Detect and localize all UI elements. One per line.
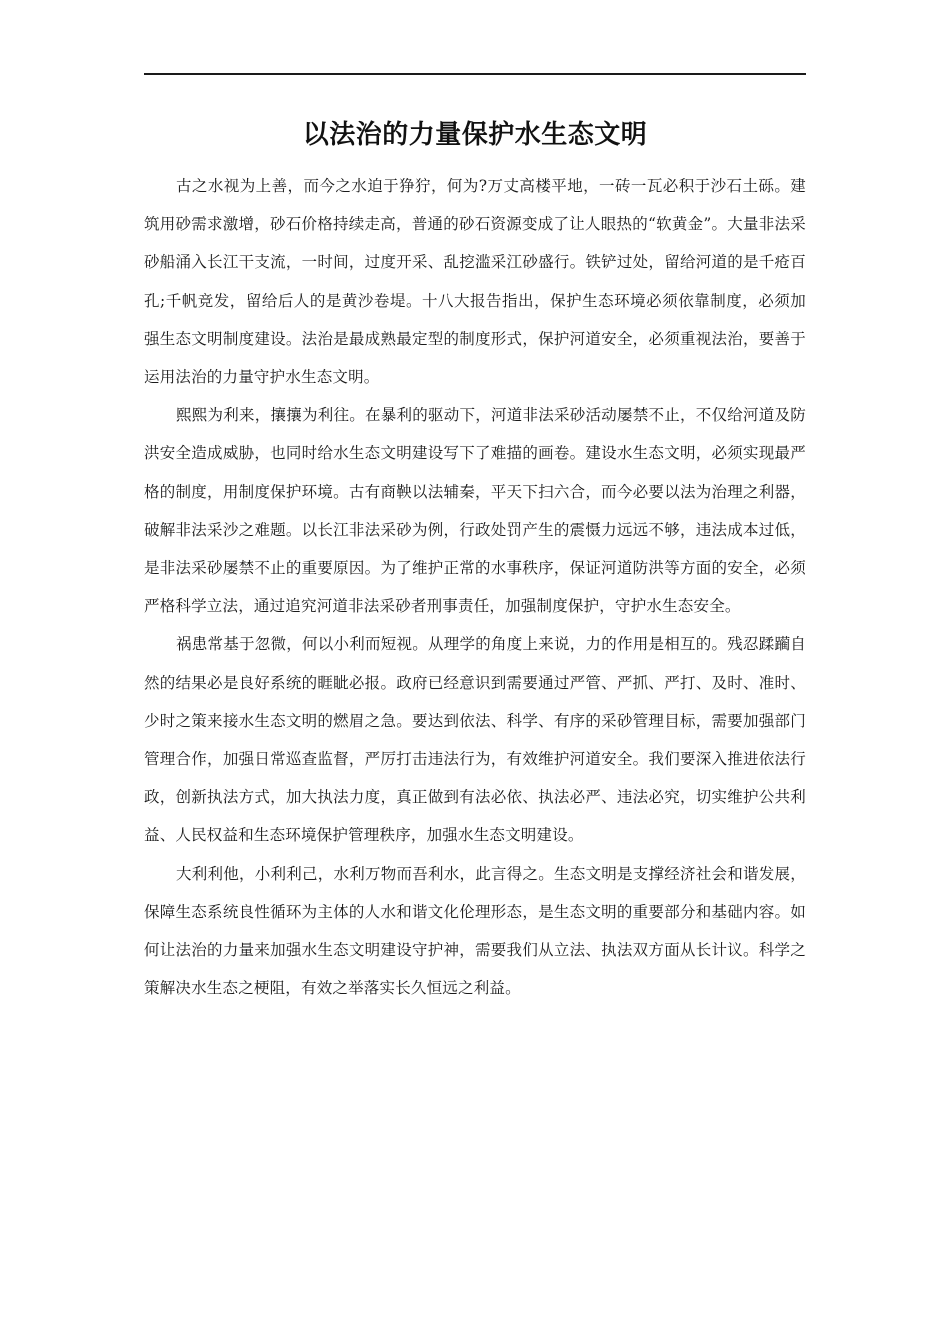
document-body — [144, 167, 806, 1007]
paragraph-2: 熙熙为利来，攘攘为利往。在暴利的驱动下，河道非法采砂活动屡禁不止，不仅给河道及防洪安全造成威胁，也同时给水生态文明建设写下了难描的画卷。建设水生态文明，必须实现最严格的制度，用制度保护环境。古有商鞅以法辅秦，平天下扫六合，而今必要以法为治理之利器，破解非法采沙之难题。以长江非法采砂为例，行政处罚产生的震慑力远远不够，违法成本过低，是非法采砂屡禁不止的重要原因。为了维护正常的水事秩序，保证河道防洪等方面的安全，必须严格科学立法，通过追究河道非法采砂者刑事责任，加强制度保护，守护水生态安全。 — [144, 406, 806, 616]
paragraph-4: 大利利他，小利利己，水利万物而吾利水，此言得之。生态文明是支撑经济社会和谐发展，保障生态系统良性循环为主体的人水和谐文化伦理形态，是生态文明的重要部分和基础内容。如何让法治的力量来加强水生态文明建设守护神，需要我们从立法、执法双方面从长计议。科学之策解决水生态之梗阻，有效之举落实长久恒远之利益。 — [144, 864, 806, 998]
paragraph-1: 古之水视为上善，而今之水迫于狰狞，何为?万丈高楼平地，一砖一瓦必积于沙石土砾。建筑用砂需求激增，砂石价格持续走高，普通的砂石资源变成了让人眼热的“软黄金”。大量非法采砂船涌入长江干支流，一时间，过度开采、乱挖滥采江砂盛行。铁铲过处，留给河道的是千疮百孔;千帆竞发，留给后人的是黄沙卷堤。十八大报告指出，保护生态环境必须依靠制度，必须加强生态文明制度建设。法治是最成熟最定型的制度形式，保护河道安全，必须重视法治，要善于运用法治的力量守护水生态文明。 — [144, 177, 806, 387]
paragraph-3: 祸患常基于忽微，何以小利而短视。从理学的角度上来说，力的作用是相互的。残忍蹂躏自然的结果必是良好系统的睚眦必报。政府已经意识到需要通过严管、严抓、严打、及时、准时、少时之策来接水生态文明的燃眉之急。要达到依法、科学、有序的采砂管理目标，需要加强部门管理合作，加强日常巡查监督，严厉打击违法行为，有效维护河道安全。我们要深入推进依法行政，创新执法方式，加大执法力度，真正做到有法必依、执法必严、违法必究，切实维护公共利益、人民权益和生态环境保护管理秩序，加强水生态文明建设。 — [144, 635, 806, 845]
header-rule — [144, 73, 806, 75]
document-title: 以法治的力量保护水生态文明 — [302, 120, 648, 150]
